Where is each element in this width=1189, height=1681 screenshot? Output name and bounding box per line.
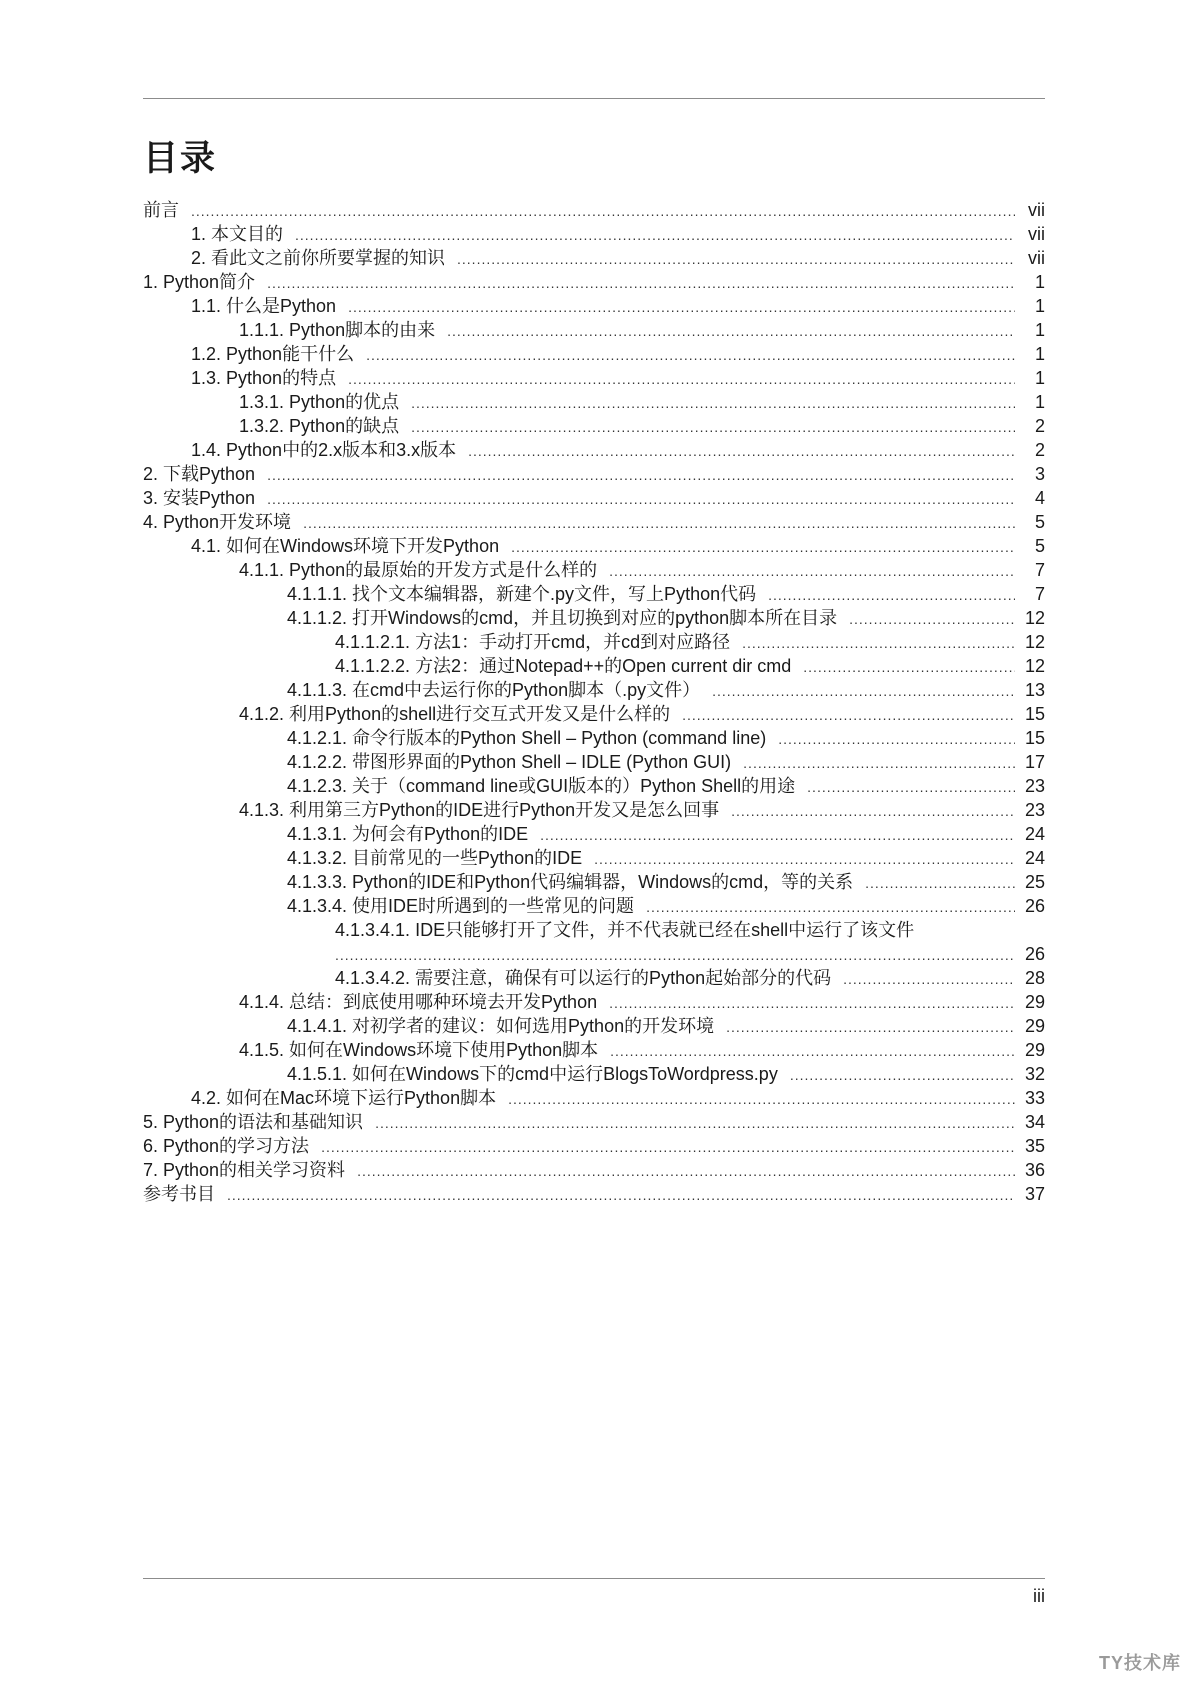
- toc-entry-number: 2.: [191, 248, 207, 268]
- toc-dot-leader: [366, 343, 1015, 367]
- toc-entry-title: Python的学习方法: [163, 1136, 310, 1156]
- toc-entry-title: 关于（command line或GUI版本的）Python Shell的用途: [352, 776, 796, 796]
- toc-entry-title: 对初学者的建议：如何选用Python的开发环境: [352, 1016, 715, 1036]
- toc-entry-page: 1: [1034, 296, 1045, 316]
- toc-entry-number: 4.1.2.: [239, 704, 285, 724]
- toc-entry-title: 本文目的: [211, 224, 284, 244]
- toc-entry-page: 24: [1024, 824, 1045, 844]
- toc-entry[interactable]: [143, 318, 1045, 342]
- toc-entry-title: 在cmd中去运行你的Python脚本（.py文件）: [352, 680, 701, 700]
- toc-entry-title: Python的IDE和Python代码编辑器，Windows的cmd，等的关系: [352, 872, 854, 892]
- toc-dot-leader: [843, 967, 1015, 991]
- toc-dot-leader: [457, 247, 1015, 271]
- toc-entry-number: 4.1.3.3.: [287, 872, 348, 892]
- toc-dot-leader: [731, 799, 1015, 823]
- toc-entry-number: 4.1.1.1.: [287, 584, 348, 604]
- toc-entry[interactable]: [143, 870, 1045, 894]
- toc-entry[interactable]: [143, 678, 1045, 702]
- toc-entry-page: 5: [1034, 512, 1045, 532]
- toc-dot-leader: [303, 511, 1015, 535]
- toc-title: 目录: [143, 139, 218, 178]
- toc-entry-page: 29: [1024, 992, 1045, 1012]
- toc-entry-number: 4.1.2.2.: [287, 752, 348, 772]
- toc-dot-leader: [610, 1039, 1015, 1063]
- toc-dot-leader: [321, 1135, 1015, 1159]
- toc-entry-number: 4.1.4.1.: [287, 1016, 348, 1036]
- toc-entry-title: Python的优点: [289, 392, 400, 412]
- toc-entry[interactable]: [143, 342, 1045, 366]
- toc-dot-leader: [267, 487, 1015, 511]
- toc-entry-title: 命令行版本的Python Shell – Python (command line): [352, 728, 767, 748]
- toc-entry[interactable]: [143, 990, 1045, 1014]
- toc-entry[interactable]: [143, 222, 1045, 246]
- toc-entry-page: 1: [1034, 320, 1045, 340]
- toc-entry-page: 25: [1024, 872, 1045, 892]
- toc-entry-title: 如何在Windows下的cmd中运行BlogsToWordpress.py: [352, 1064, 778, 1084]
- toc-entry-page: vii: [1028, 248, 1045, 268]
- toc-entry-page: 1: [1034, 344, 1045, 364]
- toc-dot-leader: [594, 847, 1015, 871]
- toc-entry-page: 12: [1024, 656, 1045, 676]
- toc-entry[interactable]: [143, 1086, 1045, 1110]
- toc-dot-leader: [790, 1063, 1015, 1087]
- toc-entry-number: 6.: [143, 1136, 159, 1156]
- toc-entry[interactable]: [143, 630, 1045, 654]
- toc-entry-number: 1.3.1.: [239, 392, 285, 412]
- toc-entry-number: 4.1.5.1.: [287, 1064, 348, 1084]
- toc-dot-leader: [411, 391, 1015, 415]
- toc-entry-number: 1.1.1.: [239, 320, 285, 340]
- toc-entry-number: 1.3.2.: [239, 416, 285, 436]
- toc-entry-page: 15: [1024, 704, 1045, 724]
- toc-dot-leader: [609, 991, 1015, 1015]
- toc-dot-leader: [646, 895, 1015, 919]
- toc-dot-leader: [609, 559, 1015, 583]
- toc-entry[interactable]: [143, 270, 1045, 294]
- toc-entry[interactable]: [143, 198, 1045, 222]
- toc-dot-leader: [375, 1111, 1015, 1135]
- toc-entry-number: 2.: [143, 464, 159, 484]
- footer-rule: [143, 1578, 1045, 1579]
- toc-entry-title: 打开Windows的cmd，并且切换到对应的python脚本所在目录: [352, 608, 838, 628]
- toc-entry-number: 4.1.2.1.: [287, 728, 348, 748]
- toc-entry-number: 4.1.3.4.2.: [335, 968, 411, 988]
- toc-entry[interactable]: [143, 654, 1045, 678]
- toc-dot-leader: [743, 751, 1015, 775]
- toc-entry-page: 13: [1024, 680, 1045, 700]
- toc-dot-leader: [511, 535, 1015, 559]
- toc-entry-page: 37: [1024, 1184, 1045, 1204]
- toc-dot-leader: [768, 583, 1015, 607]
- toc-entry[interactable]: [143, 774, 1045, 798]
- toc-entry-page: 7: [1034, 560, 1045, 580]
- toc-entry-title: 方法1：手动打开cmd，并cd到对应路径: [415, 632, 731, 652]
- toc-entry[interactable]: [143, 894, 1045, 918]
- toc-entry-page: 28: [1024, 968, 1045, 988]
- toc-entry-number: 5.: [143, 1112, 159, 1132]
- toc-entry-number: 4.1.3.1.: [287, 824, 348, 844]
- toc-entry-page: 29: [1024, 1016, 1045, 1036]
- toc-dot-leader: [191, 199, 1015, 223]
- toc-entry-title: 利用Python的shell进行交互式开发又是什么样的: [289, 704, 671, 724]
- toc-entry-page: 26: [1024, 944, 1045, 964]
- toc-entry[interactable]: [143, 846, 1045, 870]
- toc-entry-title: 带图形界面的Python Shell – IDLE (Python GUI): [352, 752, 732, 772]
- toc-entry[interactable]: [143, 582, 1045, 606]
- toc-entry-page: 36: [1024, 1160, 1045, 1180]
- toc-dot-leader: [726, 1015, 1015, 1039]
- toc-entry[interactable]: [143, 798, 1045, 822]
- toc-entry-number: 4.1.3.2.: [287, 848, 348, 868]
- toc-entry-page: 12: [1024, 632, 1045, 652]
- toc-dot-leader: [411, 415, 1015, 439]
- toc-entry[interactable]: [143, 486, 1045, 510]
- footer-page-number: iii: [1033, 1586, 1045, 1606]
- toc-entry-title: 找个文本编辑器，新建个.py文件，写上Python代码: [352, 584, 757, 604]
- toc-entry-title: 前言: [143, 200, 179, 220]
- toc-entry[interactable]: [143, 1134, 1045, 1158]
- toc-entry-number: 4.1.1.2.: [287, 608, 348, 628]
- toc-entry-title: 安装Python: [163, 488, 256, 508]
- toc-entry-page: vii: [1028, 224, 1045, 244]
- toc-entry[interactable]: [143, 750, 1045, 774]
- toc-entry-page: 1: [1034, 272, 1045, 292]
- toc-entry[interactable]: [143, 534, 1045, 558]
- toc-dot-leader: [468, 439, 1015, 463]
- toc-entry-number: 4.2.: [191, 1088, 222, 1108]
- toc-entry-number: 1.1.: [191, 296, 222, 316]
- toc-entry-title: 方法2：通过Notepad++的Open current dir cmd: [415, 656, 792, 676]
- toc-entry-title: 如何在Mac环境下运行Python脚本: [226, 1088, 497, 1108]
- toc-entry-page: 15: [1024, 728, 1045, 748]
- toc-dot-leader: [267, 271, 1015, 295]
- toc-entry[interactable]: [143, 414, 1045, 438]
- toc-entry[interactable]: [143, 294, 1045, 318]
- toc-entry-number: 4.1.3.: [239, 800, 285, 820]
- toc-entry-number: 3.: [143, 488, 159, 508]
- toc-entry-title: 为何会有Python的IDE: [352, 824, 529, 844]
- toc-entry-title: 需要注意，确保有可以运行的Python起始部分的代码: [415, 968, 832, 988]
- toc-entry[interactable]: [143, 390, 1045, 414]
- toc-entry-page: 32: [1024, 1064, 1045, 1084]
- toc-entry-number: 4.1.5.: [239, 1040, 285, 1060]
- toc-entry-number: 4.1.3.4.1.: [335, 920, 411, 940]
- toc-entry-number: 4.1.: [191, 536, 222, 556]
- toc-entry-page: 17: [1024, 752, 1045, 772]
- toc-entry-title: 参考书目: [143, 1184, 215, 1204]
- toc-dot-leader: [357, 1159, 1015, 1183]
- toc-entry[interactable]: [143, 606, 1045, 630]
- toc-entry-page: 12: [1024, 608, 1045, 628]
- toc-entry[interactable]: [143, 1110, 1045, 1134]
- toc-entry-title: 看此文之前你所要掌握的知识: [211, 248, 446, 268]
- toc-entry[interactable]: [143, 462, 1045, 486]
- toc-entry-number: 1.: [143, 272, 159, 292]
- toc-entry-page: 23: [1024, 776, 1045, 796]
- toc-entry-title: 如何在Windows环境下使用Python脚本: [289, 1040, 599, 1060]
- toc-entry-page: 34: [1024, 1112, 1045, 1132]
- toc-dot-leader: [447, 319, 1015, 343]
- toc-dot-leader: [348, 367, 1015, 391]
- toc-entry-number: 4.1.1.3.: [287, 680, 348, 700]
- toc-entry-number: 4.1.1.2.1.: [335, 632, 411, 652]
- toc-entry[interactable]: [143, 1158, 1045, 1182]
- toc-entry-page: 7: [1034, 584, 1045, 604]
- toc-entry-page: 35: [1024, 1136, 1045, 1156]
- toc-entry-title: Python的缺点: [289, 416, 400, 436]
- toc-entry[interactable]: [143, 246, 1045, 270]
- toc-entry-page: vii: [1028, 200, 1045, 220]
- toc-entry-title: IDE只能够打开了文件，并不代表就已经在shell中运行了该文件: [415, 920, 915, 940]
- toc-entry-number: 4.1.4.: [239, 992, 285, 1012]
- toc-entry-number: 4.1.2.3.: [287, 776, 348, 796]
- toc-entry-page: 5: [1034, 536, 1045, 556]
- toc-dot-leader: [712, 679, 1015, 703]
- toc-entry-number: 4.1.1.: [239, 560, 285, 580]
- toc-entry[interactable]: [143, 1038, 1045, 1062]
- toc-entry-number: 7.: [143, 1160, 159, 1180]
- toc-entry-title: Python的相关学习资料: [163, 1160, 346, 1180]
- toc-entry-title: 下载Python: [163, 464, 256, 484]
- toc-entry-title: Python的语法和基础知识: [163, 1112, 364, 1132]
- toc-entry-title: Python的最原始的开发方式是什么样的: [289, 560, 598, 580]
- toc-entry-title: 利用第三方Python的IDE进行Python开发又是怎么回事: [289, 800, 720, 820]
- toc-entry-number: 1.4.: [191, 440, 222, 460]
- toc-dot-leader: [807, 775, 1015, 799]
- toc-entry-page: 4: [1034, 488, 1045, 508]
- toc-entry[interactable]: [143, 366, 1045, 390]
- toc-dot-leader: [742, 631, 1015, 655]
- toc-entry-number: 1.3.: [191, 368, 222, 388]
- toc-entry-number: 1.: [191, 224, 207, 244]
- toc-entry-page: 1: [1034, 392, 1045, 412]
- header-rule: [143, 98, 1045, 99]
- toc-entry-page: 2: [1034, 416, 1045, 436]
- toc-entry-title: 使用IDE时所遇到的一些常见的问题: [352, 896, 635, 916]
- toc-dot-leader: [348, 295, 1015, 319]
- toc-entry[interactable]: [143, 558, 1045, 582]
- toc-dot-leader: [540, 823, 1015, 847]
- toc-entry-title: 什么是Python: [226, 296, 337, 316]
- toc-entry-title: Python中的2.x版本和3.x版本: [226, 440, 457, 460]
- toc-entry-number: 4.1.1.2.2.: [335, 656, 411, 676]
- toc-entry-number: 4.: [143, 512, 159, 532]
- toc-entry-page: 23: [1024, 800, 1045, 820]
- toc-entry-title: 如何在Windows环境下开发Python: [226, 536, 500, 556]
- toc-dot-leader: [803, 655, 1015, 679]
- toc-dot-leader: [682, 703, 1015, 727]
- toc-dot-leader: [849, 607, 1015, 631]
- toc-entry-page: 2: [1034, 440, 1045, 460]
- toc-entry[interactable]: [143, 726, 1045, 750]
- toc-entry-page: 1: [1034, 368, 1045, 388]
- toc-entry-number: 4.1.3.4.: [287, 896, 348, 916]
- toc-dot-leader: [508, 1087, 1015, 1111]
- toc-entry[interactable]: [143, 438, 1045, 462]
- toc-dot-leader: [295, 223, 1015, 247]
- toc-entry-page: 26: [1024, 896, 1045, 916]
- toc-entry-page: 3: [1034, 464, 1045, 484]
- toc-entry-title: 目前常见的一些Python的IDE: [352, 848, 583, 868]
- toc-dot-leader: [267, 463, 1015, 487]
- toc-entry-number: 1.2.: [191, 344, 222, 364]
- toc-entry-page: 33: [1024, 1088, 1045, 1108]
- watermark: TY技术库: [1098, 1653, 1181, 1673]
- toc-dot-leader: [227, 1183, 1015, 1207]
- toc-dot-leader: [865, 871, 1015, 895]
- toc-entry-title: 总结：到底使用哪种环境去开发Python: [289, 992, 598, 1012]
- toc-entry[interactable]: [143, 702, 1045, 726]
- toc-entry[interactable]: [143, 1014, 1045, 1038]
- toc-entry-title: Python能干什么: [226, 344, 355, 364]
- toc-entry-title: Python的特点: [226, 368, 337, 388]
- toc-entry[interactable]: [143, 822, 1045, 846]
- toc-entry-page: 29: [1024, 1040, 1045, 1060]
- toc-entry-title: Python开发环境: [163, 512, 292, 532]
- toc-entry-title: Python简介: [163, 272, 256, 292]
- toc-entry-page: 24: [1024, 848, 1045, 868]
- toc-entry[interactable]: [143, 1182, 1045, 1206]
- toc-entry[interactable]: [143, 510, 1045, 534]
- toc-entry[interactable]: [143, 1062, 1045, 1086]
- toc-entry[interactable]: [143, 918, 1045, 966]
- table-of-contents: [143, 198, 1045, 1206]
- toc-dot-leader: [778, 727, 1015, 751]
- toc-entry[interactable]: [143, 966, 1045, 990]
- toc-entry-title: Python脚本的由来: [289, 320, 436, 340]
- toc-dot-leader: [335, 943, 1015, 967]
